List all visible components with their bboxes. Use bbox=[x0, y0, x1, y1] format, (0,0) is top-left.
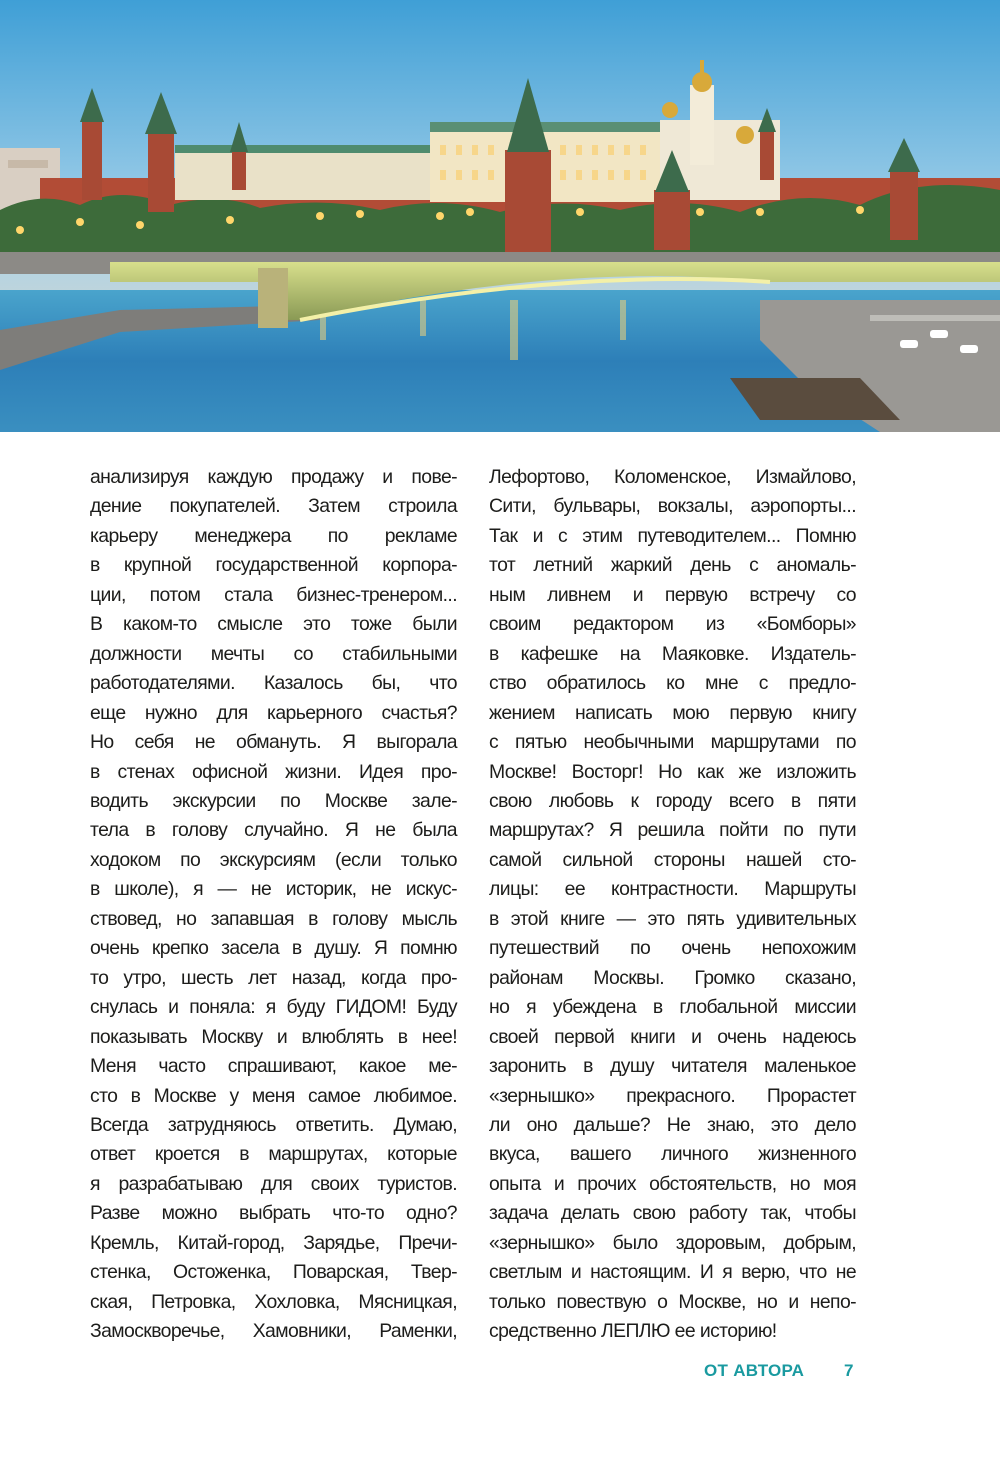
text-line: я разрабатываю для своих туристов. bbox=[90, 1172, 457, 1195]
text-line: вкуса, вашего личного жизненного bbox=[489, 1143, 856, 1166]
text-line: средственно ЛЕПЛЮ ее историю! bbox=[489, 1320, 777, 1343]
text-line: ходоком по экскурсиям (если только bbox=[90, 848, 457, 871]
text-line: ство обратилось ко мне с предло- bbox=[489, 672, 856, 695]
moscow-kremlin-photo bbox=[0, 0, 1000, 432]
text-line: «зернышко» прекрасного. Прорастет bbox=[489, 1084, 856, 1107]
text-line: в этой книге — это пять удивительных bbox=[489, 907, 856, 930]
text-line: маршрутах? Я решила пойти по пути bbox=[489, 819, 856, 842]
text-line: самой сильной стороны нашей сто- bbox=[489, 848, 856, 871]
text-line: Сити, бульвары, вокзалы, аэропорты... bbox=[489, 495, 856, 518]
text-line: Москве! Восторг! Но как же изложить bbox=[489, 760, 856, 783]
text-line: светлым и настоящим. И я верю, что не bbox=[489, 1261, 856, 1284]
text-line: карьеру менеджера по рекламе bbox=[90, 524, 457, 547]
text-line: жением написать мою первую книгу bbox=[489, 701, 856, 724]
text-line: только повествую о Москве, но и непо- bbox=[489, 1290, 856, 1313]
text-line: сто в Москве у меня самое любимое. bbox=[90, 1084, 457, 1107]
text-line: ответ кроется в маршрутах, которые bbox=[90, 1143, 457, 1166]
text-line: должности мечты со стабильными bbox=[90, 642, 457, 665]
text-line: тот летний жаркий день с аномаль- bbox=[489, 554, 856, 577]
text-line: ным ливнем и первую встречу со bbox=[489, 583, 856, 606]
text-line: в школе), я — не историк, не искус- bbox=[90, 878, 457, 901]
text-line: Всегда затрудняюсь ответить. Думаю, bbox=[90, 1113, 457, 1136]
text-line: своим редактором из «Бомборы» bbox=[489, 613, 856, 636]
text-line: работодателями. Казалось бы, что bbox=[90, 672, 457, 695]
text-line: стенка, Остоженка, Поварская, Твер- bbox=[90, 1261, 457, 1284]
text-line: в крупной государственной корпора- bbox=[90, 554, 457, 577]
text-line: районам Москвы. Громко сказано, bbox=[489, 966, 856, 989]
text-line: Разве можно выбрать что-то одно? bbox=[90, 1202, 457, 1225]
article-body bbox=[90, 463, 856, 1347]
left-text-column bbox=[90, 463, 457, 1347]
text-line: В каком-то смысле это тоже были bbox=[90, 613, 457, 636]
text-line: Так и с этим путеводителем... Помню bbox=[489, 524, 856, 547]
text-line: Замоскворечье, Хамовники, Раменки, bbox=[90, 1320, 457, 1343]
text-line: тела в голову случайно. Я не была bbox=[90, 819, 457, 842]
text-line: водить экскурсии по Москве зале- bbox=[90, 789, 457, 812]
text-line: очень крепко засела в душу. Я помню bbox=[90, 937, 457, 960]
text-line: Кремль, Китай-город, Зарядье, Пречи- bbox=[90, 1231, 457, 1254]
right-text-column bbox=[489, 463, 856, 1347]
text-line: показывать Москву и влюблять в нее! bbox=[90, 1025, 457, 1048]
text-line: лицы: ее контрастности. Маршруты bbox=[489, 878, 856, 901]
text-line: путешествий по очень непохожим bbox=[489, 937, 856, 960]
text-line: задача делать свою работу так, чтобы bbox=[489, 1202, 856, 1225]
text-line: ствовед, но запавшая в голову мысль bbox=[90, 907, 457, 930]
text-line: с пятью необычными маршрутами по bbox=[489, 731, 856, 754]
text-line: опыта и прочих обстоятельств, но моя bbox=[489, 1172, 856, 1195]
text-line: в кафешке на Маяковке. Издатель- bbox=[489, 642, 856, 665]
text-line: анализируя каждую продажу и пове- bbox=[90, 466, 457, 488]
text-line: ли оно дальше? Не знаю, это дело bbox=[489, 1113, 856, 1136]
text-line: ции, потом стала бизнес-тренером... bbox=[90, 583, 457, 606]
text-line: заронить в душу читателя маленькое bbox=[489, 1055, 856, 1078]
text-line: снулась и поняла: я буду ГИДОМ! Буду bbox=[90, 996, 457, 1019]
text-line: Но себя не обмануть. Я выгорала bbox=[90, 731, 457, 754]
page-footer bbox=[0, 1361, 1000, 1391]
text-line: Лефортово, Коломенское, Измайлово, bbox=[489, 466, 856, 488]
page-number: 7 bbox=[844, 1361, 854, 1380]
text-line: еще нужно для карьерного счастья? bbox=[90, 701, 457, 724]
text-line: но я убеждена в глобальной миссии bbox=[489, 996, 856, 1019]
section-title: ОТ АВТОРА bbox=[704, 1361, 805, 1380]
text-line: «зернышко» было здоровым, добрым, bbox=[489, 1231, 856, 1254]
text-line: своей первой книги и очень надеюсь bbox=[489, 1025, 856, 1048]
text-line: то утро, шесть лет назад, когда про- bbox=[90, 966, 457, 989]
text-line: Меня часто спрашивают, какое ме- bbox=[90, 1055, 457, 1078]
text-line: в стенах офисной жизни. Идея про- bbox=[90, 760, 457, 783]
text-line: ская, Петровка, Хохловка, Мясницкая, bbox=[90, 1290, 457, 1313]
text-line: дение покупателей. Затем строила bbox=[90, 495, 457, 518]
text-line: свою любовь к городу всего в пяти bbox=[489, 789, 856, 812]
